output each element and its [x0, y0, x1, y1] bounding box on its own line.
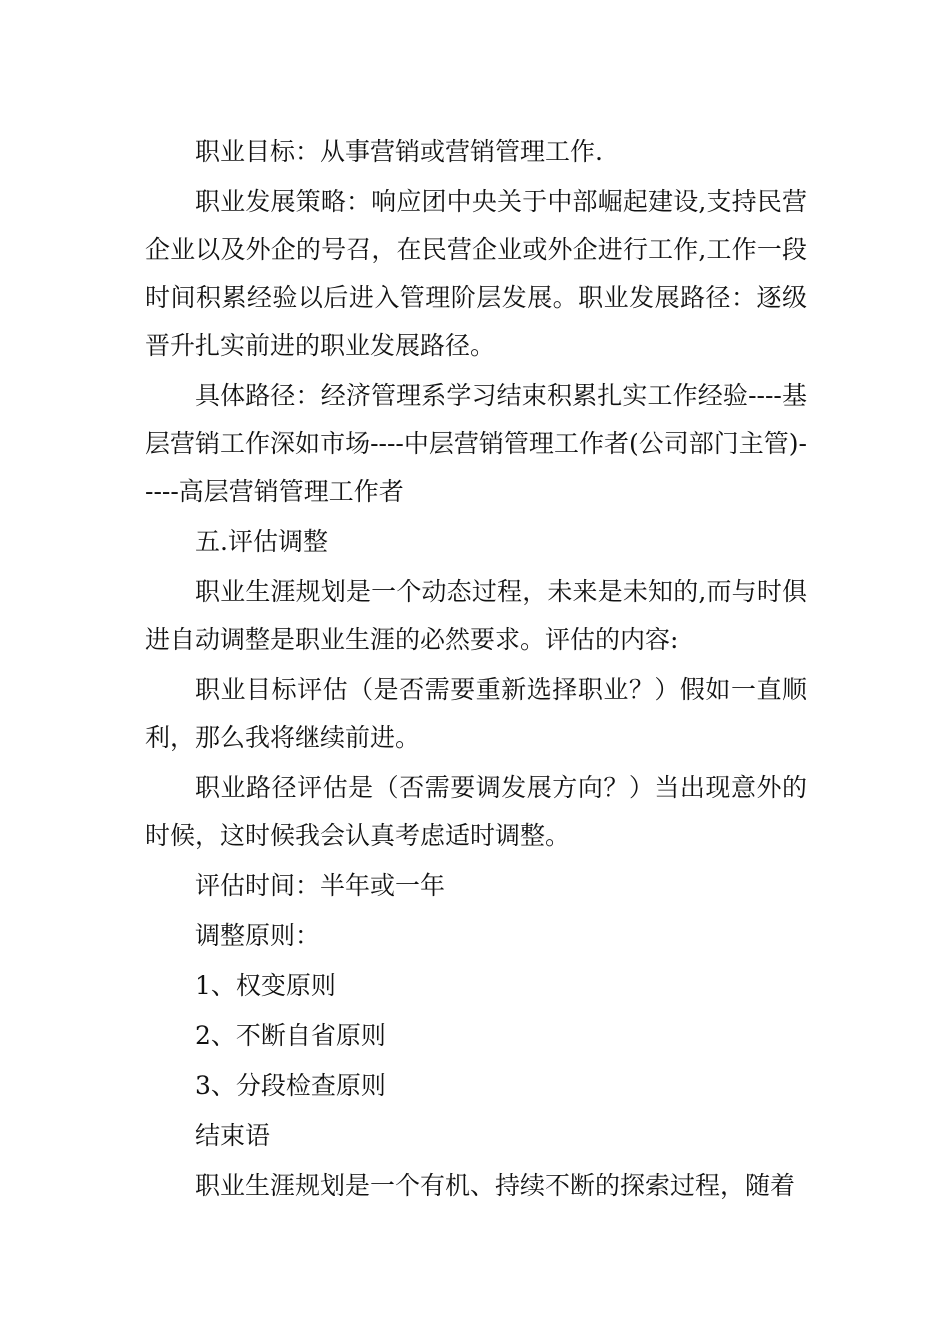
- paragraph-evaluation-time: 评估时间：半年或一年: [195, 871, 446, 900]
- paragraph-path-evaluation: 职业路径评估是（否需要调发展方向？）当出现意外的时候，这时候我会认真考虑适时调整。: [145, 773, 807, 850]
- paragraph-career-goal: 职业目标：从事营销或营销管理工作.: [195, 137, 603, 166]
- section-heading-evaluation: 五.评估调整: [195, 527, 328, 556]
- paragraph-dynamic-process: 职业生涯规划是一个动态过程，未来是未知的,而与时俱进自动调整是职业生涯的必然要求。评估的内容:: [145, 577, 807, 654]
- list-item-principle-1: 1、权变原则: [195, 971, 336, 1000]
- paragraph-adjustment-principles: 调整原则：: [195, 921, 321, 950]
- list-item-principle-2: 2、不断自省原则: [195, 1021, 386, 1050]
- paragraph-conclusion: 职业生涯规划是一个有机、持续不断的探索过程，随着: [195, 1171, 796, 1200]
- paragraph-goal-evaluation: 职业目标评估（是否需要重新选择职业？）假如一直顺利，那么我将继续前进。: [145, 675, 807, 752]
- section-heading-conclusion: 结束语: [195, 1121, 271, 1150]
- paragraph-development-strategy: 职业发展策略：响应团中央关于中部崛起建设,支持民营企业以及外企的号召，在民营企业或外企进行工作,工作一段时间积累经验以后进入管理阶层发展。职业发展路径：逐级晋升扎实前进的职业发展路径。: [145, 187, 807, 360]
- list-item-principle-3: 3、分段检查原则: [195, 1071, 386, 1100]
- document-body: [145, 128, 807, 1212]
- paragraph-specific-path: 具体路径：经济管理系学习结束积累扎实工作经验----基层营销工作深如市场----中层营销管理工作者(公司部门主管)-----高层营销管理工作者: [145, 381, 807, 506]
